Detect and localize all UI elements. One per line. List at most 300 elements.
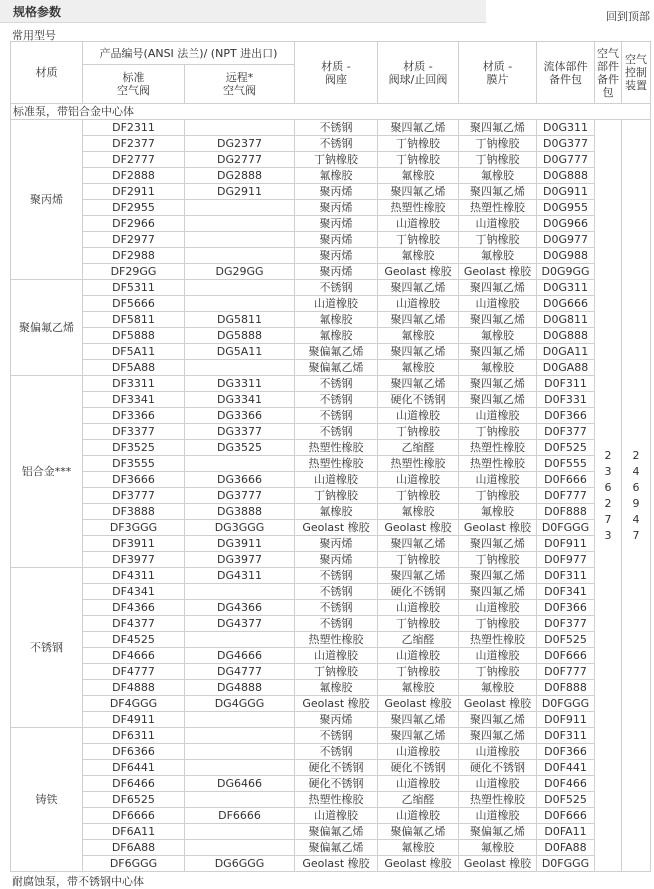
diaphragm-cell: Geolast 橡胶: [459, 520, 537, 536]
material-group-cell: 铸铁: [11, 728, 83, 872]
header-diaphragm: 材质 - 膜片: [459, 42, 537, 104]
seat-cell: 聚丙烯: [295, 712, 378, 728]
diaphragm-cell: 丁钠橡胶: [459, 136, 537, 152]
remote-air-valve-cell: DG29GG: [185, 264, 295, 280]
seat-cell: 山道橡胶: [295, 648, 378, 664]
ball-check-cell: 氟橡胶: [378, 840, 459, 856]
ball-check-cell: 聚四氟乙烯: [378, 312, 459, 328]
diaphragm-cell: 山道橡胶: [459, 776, 537, 792]
table-row: [11, 600, 651, 616]
seat-cell: 丁钠橡胶: [295, 664, 378, 680]
ball-check-cell: 氟橡胶: [378, 360, 459, 376]
digit: 3: [604, 528, 612, 542]
diaphragm-cell: 聚四氟乙烯: [459, 536, 537, 552]
table-row: [11, 616, 651, 632]
standard-air-valve-cell: DF5888: [83, 328, 185, 344]
remote-air-valve-cell: DG4GGG: [185, 696, 295, 712]
digit: 7: [604, 512, 612, 526]
ball-check-cell: 聚四氟乙烯: [378, 376, 459, 392]
standard-air-valve-cell: DF3777: [83, 488, 185, 504]
ball-check-cell: 丁钠橡胶: [378, 552, 459, 568]
remote-air-valve-cell: [185, 360, 295, 376]
seat-cell: 不锈钢: [295, 728, 378, 744]
remote-air-valve-cell: DG3911: [185, 536, 295, 552]
remote-air-valve-cell: DG2777: [185, 152, 295, 168]
fluid-kit-cell: D0F466: [537, 776, 595, 792]
fluid-kit-cell: D0GA11: [537, 344, 595, 360]
seat-cell: 聚偏氟乙烯: [295, 344, 378, 360]
fluid-kit-cell: D0F311: [537, 376, 595, 392]
remote-air-valve-cell: DG5A11: [185, 344, 295, 360]
fluid-kit-cell: D0G777: [537, 152, 595, 168]
ball-check-cell: 聚四氟乙烯: [378, 712, 459, 728]
section-title: 规格参数: [13, 5, 62, 19]
remote-air-valve-cell: DG4311: [185, 568, 295, 584]
fluid-kit-cell: D0G977: [537, 232, 595, 248]
remote-air-valve-cell: [185, 712, 295, 728]
standard-air-valve-cell: DF6A11: [83, 824, 185, 840]
ball-check-cell: 热塑性橡胶: [378, 456, 459, 472]
table-row: [11, 184, 651, 200]
standard-air-valve-cell: DF2888: [83, 168, 185, 184]
seat-cell: 丁钠橡胶: [295, 152, 378, 168]
table-row: [11, 296, 651, 312]
seat-cell: 聚丙烯: [295, 216, 378, 232]
fluid-kit-cell: D0G811: [537, 312, 595, 328]
diaphragm-cell: 聚四氟乙烯: [459, 280, 537, 296]
material-group-cell: 聚丙烯: [11, 120, 83, 280]
standard-air-valve-cell: DF6311: [83, 728, 185, 744]
table-row: [11, 440, 651, 456]
ball-check-cell: 丁钠橡胶: [378, 152, 459, 168]
seat-cell: 硬化不锈钢: [295, 776, 378, 792]
diaphragm-cell: 丁钠橡胶: [459, 488, 537, 504]
remote-air-valve-cell: DG3311: [185, 376, 295, 392]
remote-air-valve-cell: [185, 760, 295, 776]
remote-air-valve-cell: [185, 824, 295, 840]
table-row: [11, 760, 651, 776]
fluid-kit-cell: D0F777: [537, 488, 595, 504]
fluid-kit-cell: D0F311: [537, 728, 595, 744]
table-row: [11, 552, 651, 568]
seat-cell: 丁钠橡胶: [295, 488, 378, 504]
diaphragm-cell: 丁钠橡胶: [459, 232, 537, 248]
standard-air-valve-cell: DF3888: [83, 504, 185, 520]
ball-check-cell: 聚四氟乙烯: [378, 120, 459, 136]
remote-air-valve-cell: DG3777: [185, 488, 295, 504]
standard-air-valve-cell: DF4377: [83, 616, 185, 632]
digit: 7: [632, 528, 640, 542]
standard-air-valve-cell: DF2311: [83, 120, 185, 136]
seat-cell: 不锈钢: [295, 424, 378, 440]
standard-air-valve-cell: DF6466: [83, 776, 185, 792]
diaphragm-cell: 热塑性橡胶: [459, 440, 537, 456]
fluid-kit-cell: D0G377: [537, 136, 595, 152]
header-air-control: 空气 控制 装置: [622, 42, 651, 104]
diaphragm-cell: 氟橡胶: [459, 504, 537, 520]
diaphragm-cell: 氟橡胶: [459, 360, 537, 376]
diaphragm-cell: 氟橡胶: [459, 248, 537, 264]
seat-cell: 不锈钢: [295, 392, 378, 408]
standard-air-valve-cell: DF3341: [83, 392, 185, 408]
remote-air-valve-cell: [185, 456, 295, 472]
standard-air-valve-cell: DF3525: [83, 440, 185, 456]
standard-air-valve-cell: DF4911: [83, 712, 185, 728]
remote-air-valve-cell: DG4888: [185, 680, 295, 696]
fluid-kit-cell: D0F888: [537, 504, 595, 520]
fluid-kit-cell: D0F331: [537, 392, 595, 408]
fluid-kit-cell: D0F441: [537, 760, 595, 776]
ball-check-cell: 丁钠橡胶: [378, 136, 459, 152]
diaphragm-cell: Geolast 橡胶: [459, 856, 537, 872]
ball-check-cell: 氟橡胶: [378, 168, 459, 184]
diaphragm-cell: Geolast 橡胶: [459, 696, 537, 712]
standard-air-valve-cell: DF6GGG: [83, 856, 185, 872]
digit: 9: [632, 496, 640, 510]
table-row: [11, 424, 651, 440]
remote-air-valve-cell: DG4777: [185, 664, 295, 680]
fluid-kit-cell: D0FGGG: [537, 696, 595, 712]
section-header-bar: [0, 0, 486, 23]
material-group-cell: 聚偏氟乙烯: [11, 280, 83, 376]
ball-check-cell: 山道橡胶: [378, 408, 459, 424]
ball-check-cell: 氟橡胶: [378, 328, 459, 344]
ball-check-cell: 硬化不锈钢: [378, 392, 459, 408]
diaphragm-cell: 山道橡胶: [459, 808, 537, 824]
seat-cell: 氟橡胶: [295, 504, 378, 520]
fluid-kit-cell: D0F377: [537, 424, 595, 440]
table-row: [11, 712, 651, 728]
seat-cell: 聚丙烯: [295, 232, 378, 248]
fluid-kit-cell: D0F911: [537, 536, 595, 552]
diaphragm-cell: 聚四氟乙烯: [459, 728, 537, 744]
remote-air-valve-cell: DG4666: [185, 648, 295, 664]
section-row: [11, 104, 651, 120]
remote-air-valve-cell: DG6GGG: [185, 856, 295, 872]
table-row: [11, 824, 651, 840]
fluid-kit-cell: D0G9GG: [537, 264, 595, 280]
diaphragm-cell: 山道橡胶: [459, 744, 537, 760]
fluid-kit-cell: D0F525: [537, 792, 595, 808]
table-row: [11, 328, 651, 344]
diaphragm-cell: 氟橡胶: [459, 168, 537, 184]
table-row: [11, 808, 651, 824]
diaphragm-cell: Geolast 橡胶: [459, 264, 537, 280]
ball-check-cell: 硬化不锈钢: [378, 760, 459, 776]
fluid-kit-cell: D0G888: [537, 168, 595, 184]
seat-cell: 氟橡胶: [295, 168, 378, 184]
ball-check-cell: 山道橡胶: [378, 744, 459, 760]
standard-air-valve-cell: DF5811: [83, 312, 185, 328]
standard-air-valve-cell: DF3377: [83, 424, 185, 440]
ball-check-cell: 聚四氟乙烯: [378, 536, 459, 552]
ball-check-cell: 山道橡胶: [378, 472, 459, 488]
remote-air-valve-cell: DG4366: [185, 600, 295, 616]
fluid-kit-cell: D0F377: [537, 616, 595, 632]
remote-air-valve-cell: [185, 120, 295, 136]
diaphragm-cell: 氟橡胶: [459, 680, 537, 696]
remote-air-valve-cell: [185, 216, 295, 232]
fluid-kit-cell: D0G966: [537, 216, 595, 232]
table-row: [11, 376, 651, 392]
digit: 6: [632, 480, 640, 494]
table-row: [11, 744, 651, 760]
ball-check-cell: 热塑性橡胶: [378, 200, 459, 216]
seat-cell: 不锈钢: [295, 376, 378, 392]
standard-air-valve-cell: DF5311: [83, 280, 185, 296]
fluid-kit-cell: D0F888: [537, 680, 595, 696]
table-row: [11, 792, 651, 808]
standard-air-valve-cell: DF2955: [83, 200, 185, 216]
remote-air-valve-cell: [185, 232, 295, 248]
table-row: [11, 360, 651, 376]
table-row: [11, 696, 651, 712]
diaphragm-cell: 热塑性橡胶: [459, 792, 537, 808]
diaphragm-cell: 聚四氟乙烯: [459, 344, 537, 360]
diaphragm-cell: 聚四氟乙烯: [459, 120, 537, 136]
remote-air-valve-cell: DG3366: [185, 408, 295, 424]
standard-air-valve-cell: DF2377: [83, 136, 185, 152]
ball-check-cell: Geolast 橡胶: [378, 264, 459, 280]
table-row: [11, 264, 651, 280]
digit: 6: [604, 480, 612, 494]
ball-check-cell: 乙缩醛: [378, 632, 459, 648]
digit: 3: [604, 464, 612, 478]
remote-air-valve-cell: DG3666: [185, 472, 295, 488]
standard-air-valve-cell: DF5A11: [83, 344, 185, 360]
remote-air-valve-cell: [185, 248, 295, 264]
material-group-cell: 不锈钢: [11, 568, 83, 728]
diaphragm-cell: 聚偏氟乙烯: [459, 824, 537, 840]
table-row: [11, 584, 651, 600]
fluid-kit-cell: D0F977: [537, 552, 595, 568]
table-row: [11, 152, 651, 168]
air-control-cell: [622, 120, 651, 872]
ball-check-cell: 山道橡胶: [378, 648, 459, 664]
standard-air-valve-cell: DF3911: [83, 536, 185, 552]
standard-air-valve-cell: DF6666: [83, 808, 185, 824]
fluid-kit-cell: D0FA88: [537, 840, 595, 856]
seat-cell: 不锈钢: [295, 600, 378, 616]
seat-cell: 聚偏氟乙烯: [295, 360, 378, 376]
seat-cell: 氟橡胶: [295, 328, 378, 344]
standard-air-valve-cell: DF6A88: [83, 840, 185, 856]
fluid-kit-cell: D0F666: [537, 808, 595, 824]
diaphragm-cell: 丁钠橡胶: [459, 664, 537, 680]
seat-cell: 不锈钢: [295, 616, 378, 632]
remote-air-valve-cell: DG3341: [185, 392, 295, 408]
table-row: [11, 520, 651, 536]
back-to-top-link[interactable]: 回到顶部: [606, 10, 650, 23]
table-row: [11, 648, 651, 664]
table-row: [11, 776, 651, 792]
diaphragm-cell: 丁钠橡胶: [459, 616, 537, 632]
ball-check-cell: 山道橡胶: [378, 776, 459, 792]
spec-table: [10, 41, 651, 872]
diaphragm-cell: 聚四氟乙烯: [459, 712, 537, 728]
header-product-number: 产品编号(ANSI 法兰)/ (NPT 进出口): [83, 42, 295, 65]
ball-check-cell: 山道橡胶: [378, 216, 459, 232]
diaphragm-cell: 聚四氟乙烯: [459, 584, 537, 600]
table-row: [11, 232, 651, 248]
table-row: [11, 504, 651, 520]
digit: 2: [632, 448, 640, 462]
fluid-kit-cell: D0GA88: [537, 360, 595, 376]
diaphragm-cell: 山道橡胶: [459, 472, 537, 488]
seat-cell: Geolast 橡胶: [295, 856, 378, 872]
table-row: [11, 216, 651, 232]
seat-cell: 不锈钢: [295, 744, 378, 760]
header-material: 材质: [11, 42, 83, 104]
diaphragm-cell: 聚四氟乙烯: [459, 392, 537, 408]
standard-air-valve-cell: DF4GGG: [83, 696, 185, 712]
standard-air-valve-cell: DF3555: [83, 456, 185, 472]
ball-check-cell: 氟橡胶: [378, 680, 459, 696]
diaphragm-cell: 聚四氟乙烯: [459, 312, 537, 328]
header-ball-check: 材质 - 阀球/止回阀: [378, 42, 459, 104]
air-parts-kit-cell: [595, 120, 622, 872]
diaphragm-cell: 丁钠橡胶: [459, 552, 537, 568]
fluid-kit-cell: D0F366: [537, 408, 595, 424]
ball-check-cell: 丁钠橡胶: [378, 424, 459, 440]
diaphragm-cell: 氟橡胶: [459, 328, 537, 344]
seat-cell: 山道橡胶: [295, 296, 378, 312]
seat-cell: 热塑性橡胶: [295, 440, 378, 456]
standard-air-valve-cell: DF3366: [83, 408, 185, 424]
remote-air-valve-cell: [185, 632, 295, 648]
fluid-kit-cell: D0F341: [537, 584, 595, 600]
seat-cell: 不锈钢: [295, 584, 378, 600]
diaphragm-cell: 山道橡胶: [459, 648, 537, 664]
seat-cell: 聚丙烯: [295, 184, 378, 200]
seat-cell: Geolast 橡胶: [295, 696, 378, 712]
remote-air-valve-cell: [185, 296, 295, 312]
seat-cell: 热塑性橡胶: [295, 456, 378, 472]
standard-air-valve-cell: DF4366: [83, 600, 185, 616]
fluid-kit-cell: D0G311: [537, 120, 595, 136]
seat-cell: 聚丙烯: [295, 536, 378, 552]
ball-check-cell: 山道橡胶: [378, 296, 459, 312]
diaphragm-cell: 山道橡胶: [459, 216, 537, 232]
diaphragm-cell: 聚四氟乙烯: [459, 376, 537, 392]
fluid-kit-cell: D0F555: [537, 456, 595, 472]
fluid-kit-cell: D0FA11: [537, 824, 595, 840]
seat-cell: 不锈钢: [295, 408, 378, 424]
remote-air-valve-cell: DG5811: [185, 312, 295, 328]
ball-check-cell: 聚四氟乙烯: [378, 728, 459, 744]
standard-air-valve-cell: DF2988: [83, 248, 185, 264]
ball-check-cell: 氟橡胶: [378, 504, 459, 520]
table-row: [11, 312, 651, 328]
ball-check-cell: 聚偏氟乙烯: [378, 824, 459, 840]
ball-check-cell: 聚四氟乙烯: [378, 344, 459, 360]
remote-air-valve-cell: DG2377: [185, 136, 295, 152]
standard-air-valve-cell: DF2777: [83, 152, 185, 168]
seat-cell: 氟橡胶: [295, 680, 378, 696]
standard-air-valve-cell: DF4525: [83, 632, 185, 648]
digit: 2: [604, 448, 612, 462]
diaphragm-cell: 山道橡胶: [459, 408, 537, 424]
diaphragm-cell: 硬化不锈钢: [459, 760, 537, 776]
remote-air-valve-cell: DG3377: [185, 424, 295, 440]
ball-check-cell: 聚四氟乙烯: [378, 184, 459, 200]
diaphragm-cell: 丁钠橡胶: [459, 424, 537, 440]
standard-air-valve-cell: DF5A88: [83, 360, 185, 376]
fluid-kit-cell: D0FGGG: [537, 856, 595, 872]
ball-check-cell: 聚四氟乙烯: [378, 280, 459, 296]
fluid-kit-cell: D0F366: [537, 744, 595, 760]
table-row: [11, 136, 651, 152]
remote-air-valve-cell: [185, 744, 295, 760]
table-row: [11, 472, 651, 488]
diaphragm-cell: 丁钠橡胶: [459, 152, 537, 168]
seat-cell: 不锈钢: [295, 136, 378, 152]
table-row: [11, 456, 651, 472]
ball-check-cell: 山道橡胶: [378, 808, 459, 824]
subtitle: 常用型号: [12, 29, 56, 42]
fluid-kit-cell: D0G988: [537, 248, 595, 264]
table-row: [11, 408, 651, 424]
standard-air-valve-cell: DF6441: [83, 760, 185, 776]
seat-cell: 氟橡胶: [295, 312, 378, 328]
remote-air-valve-cell: DG3888: [185, 504, 295, 520]
standard-air-valve-cell: DF4777: [83, 664, 185, 680]
standard-air-valve-cell: DF3977: [83, 552, 185, 568]
remote-air-valve-cell: [185, 200, 295, 216]
table-row: [11, 680, 651, 696]
standard-air-valve-cell: DF5666: [83, 296, 185, 312]
remote-air-valve-cell: [185, 840, 295, 856]
standard-air-valve-cell: DF29GG: [83, 264, 185, 280]
standard-air-valve-cell: DF3GGG: [83, 520, 185, 536]
diaphragm-cell: 聚四氟乙烯: [459, 568, 537, 584]
fluid-kit-cell: D0F666: [537, 648, 595, 664]
ball-check-cell: Geolast 橡胶: [378, 696, 459, 712]
table-row: [11, 200, 651, 216]
standard-air-valve-cell: DF3666: [83, 472, 185, 488]
diaphragm-cell: 氟橡胶: [459, 840, 537, 856]
diaphragm-cell: 山道橡胶: [459, 296, 537, 312]
table-row: [11, 536, 651, 552]
ball-check-cell: 丁钠橡胶: [378, 488, 459, 504]
remote-air-valve-cell: DG2911: [185, 184, 295, 200]
remote-air-valve-cell: [185, 584, 295, 600]
table-row: [11, 488, 651, 504]
section-title-cell: 标准泵，带铝合金中心体: [11, 104, 651, 120]
diaphragm-cell: 山道橡胶: [459, 600, 537, 616]
digit: 4: [632, 464, 640, 478]
remote-air-valve-cell: DG6466: [185, 776, 295, 792]
remote-air-valve-cell: DG4377: [185, 616, 295, 632]
table-row: [11, 840, 651, 856]
seat-cell: 聚丙烯: [295, 248, 378, 264]
standard-air-valve-cell: DF4341: [83, 584, 185, 600]
material-group-cell: 铝合金***: [11, 376, 83, 568]
standard-air-valve-cell: DF2911: [83, 184, 185, 200]
table-row: [11, 568, 651, 584]
fluid-kit-cell: D0F525: [537, 632, 595, 648]
seat-cell: 聚偏氟乙烯: [295, 840, 378, 856]
ball-check-cell: 氟橡胶: [378, 248, 459, 264]
fluid-kit-cell: D0G955: [537, 200, 595, 216]
remote-air-valve-cell: [185, 280, 295, 296]
standard-air-valve-cell: DF2966: [83, 216, 185, 232]
standard-air-valve-cell: DF4888: [83, 680, 185, 696]
remote-air-valve-cell: DG3GGG: [185, 520, 295, 536]
header-air-kit: 空气 部件 备件 包: [595, 42, 622, 104]
table-row: [11, 344, 651, 360]
table-row: [11, 120, 651, 136]
